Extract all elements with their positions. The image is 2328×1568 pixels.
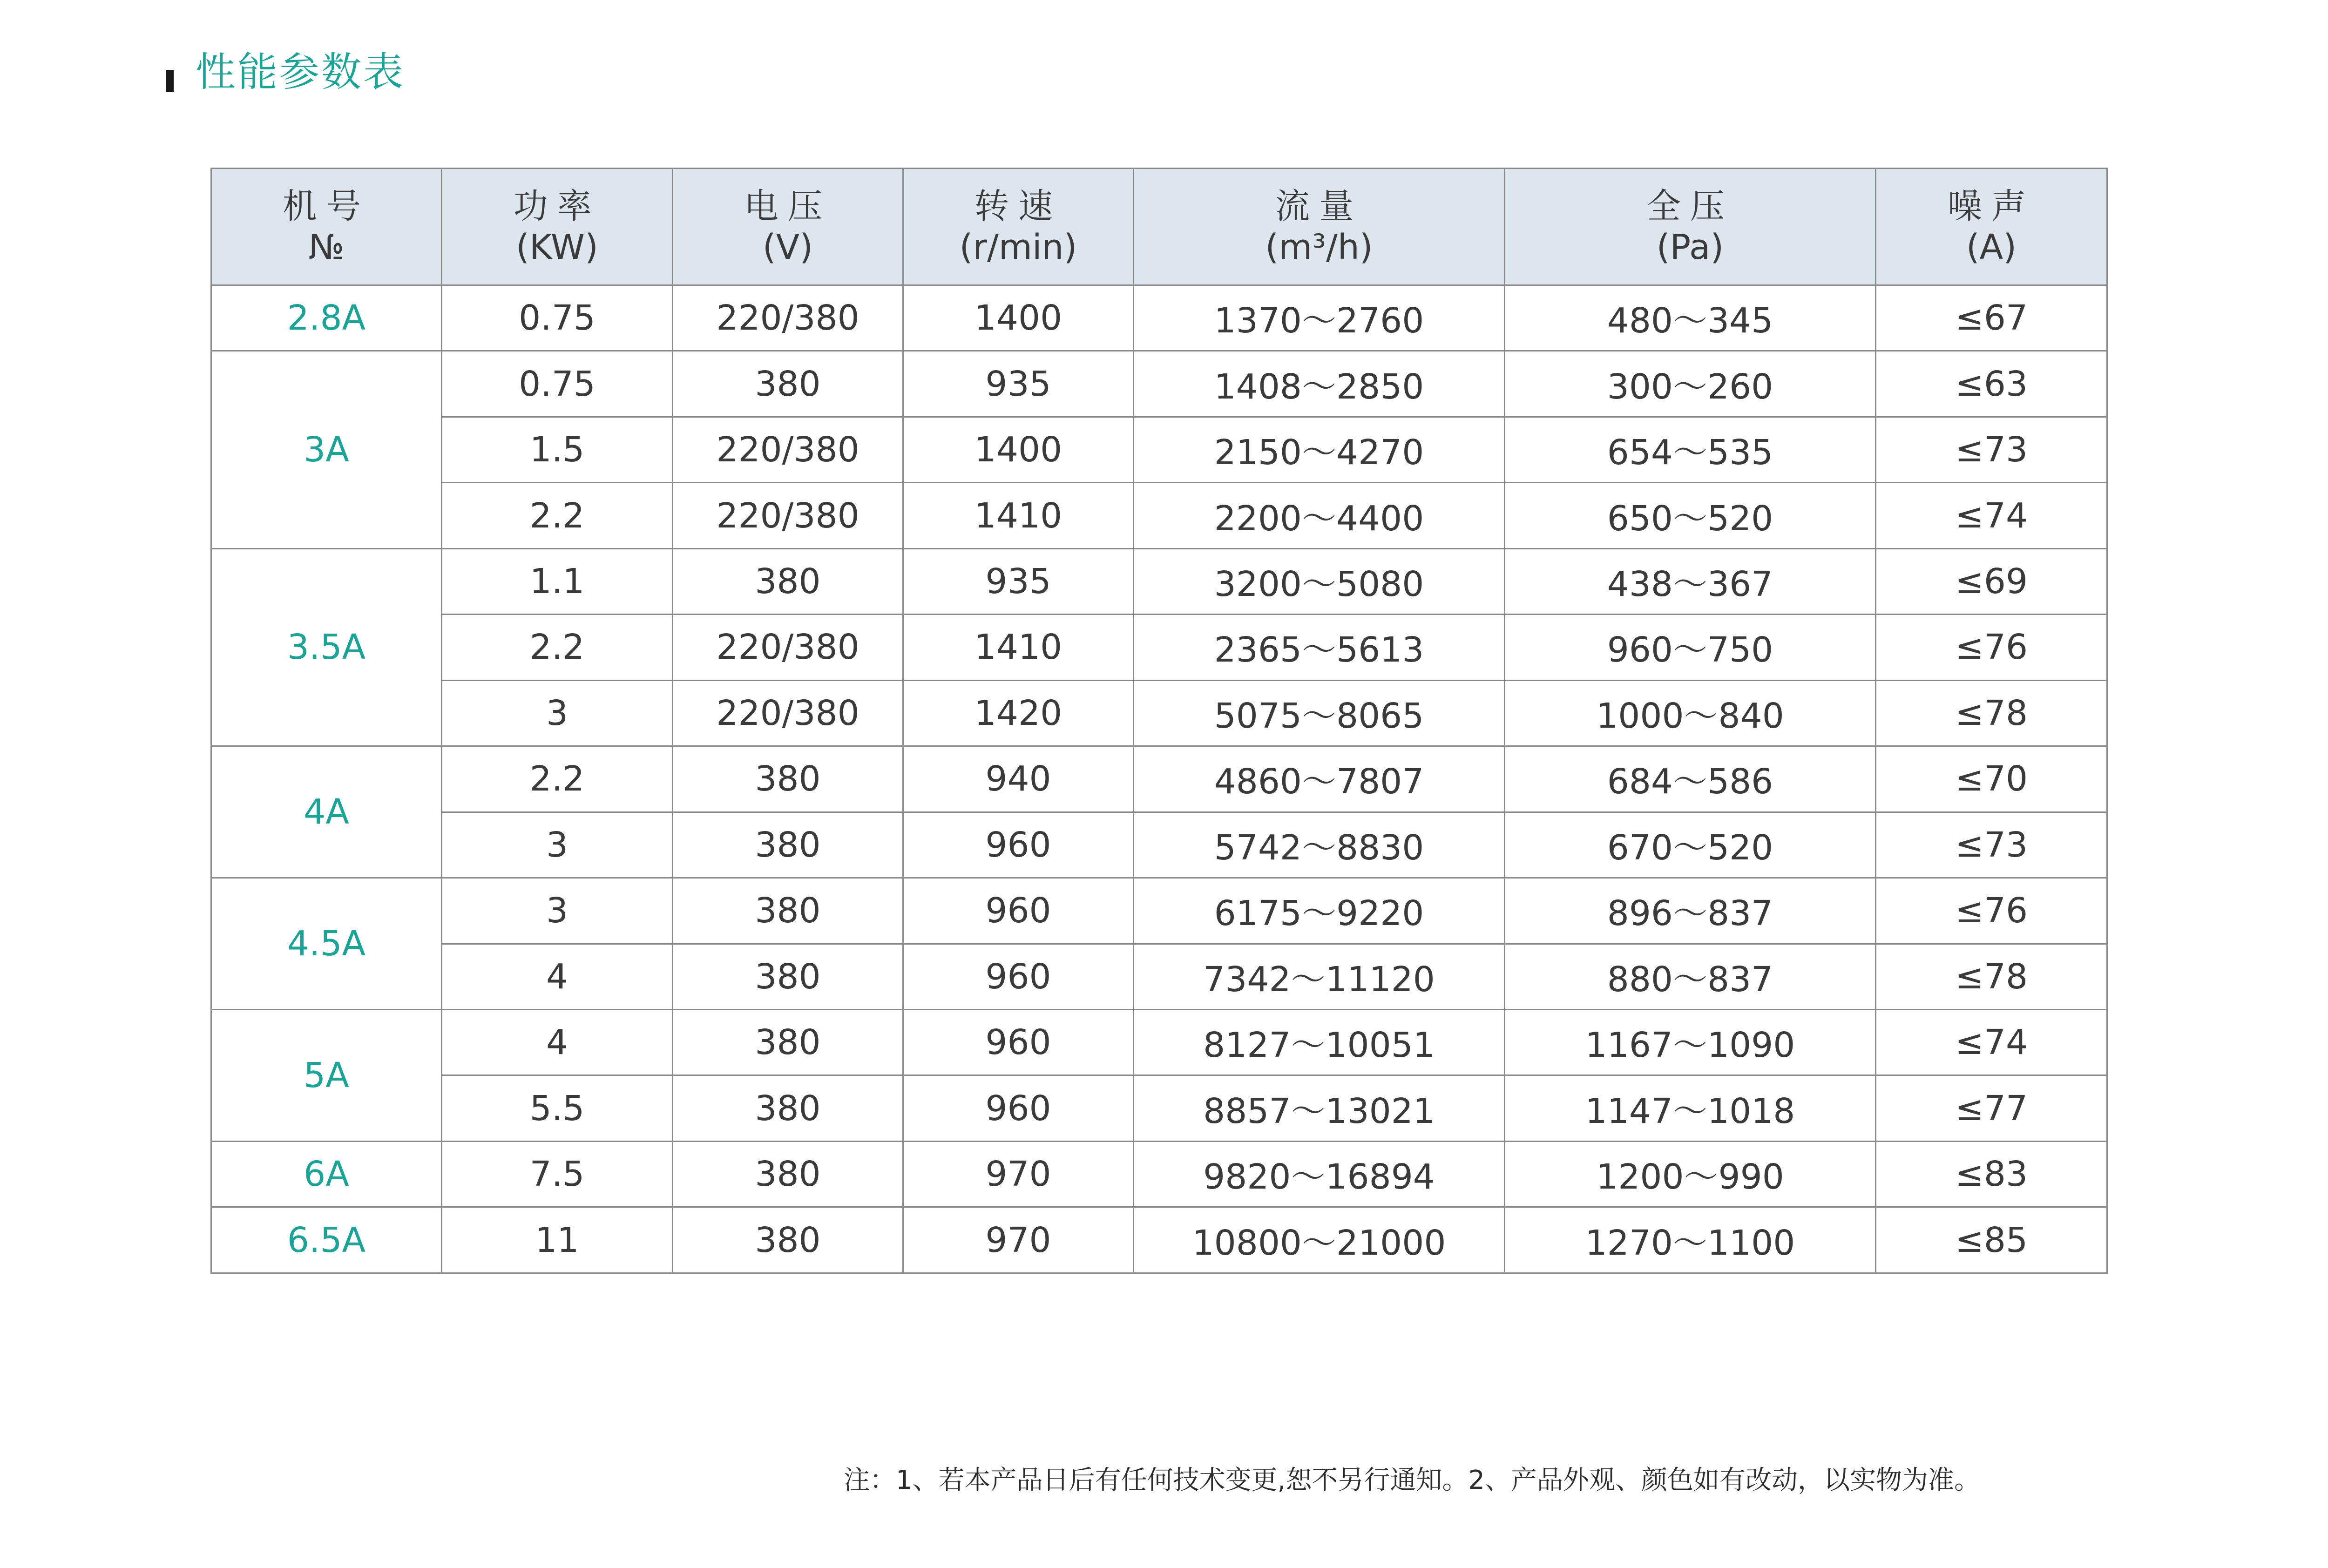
noise-cell: ≤73 <box>1876 812 2107 878</box>
header-row <box>211 169 2107 285</box>
header-unit: (V) <box>762 227 813 267</box>
power-cell: 4 <box>442 1009 673 1075</box>
noise-cell: ≤77 <box>1876 1075 2107 1141</box>
model-cell: 6A <box>211 1141 442 1207</box>
table-row <box>211 351 2107 417</box>
pressure-cell: 480～345 <box>1505 285 1876 351</box>
flow-cell: 7342～11120 <box>1134 944 1505 1009</box>
table-row <box>211 1075 2107 1141</box>
power-cell: 11 <box>442 1207 673 1273</box>
performance-table <box>210 168 2108 1274</box>
voltage-cell: 380 <box>673 746 903 812</box>
voltage-cell: 380 <box>673 548 903 614</box>
table-row <box>211 1141 2107 1207</box>
table-body <box>211 285 2107 1273</box>
model-cell: 3A <box>211 351 442 548</box>
table-row <box>211 944 2107 1009</box>
header-unit: (Pa) <box>1656 227 1724 267</box>
header-label: 电压 <box>744 186 832 226</box>
voltage-cell: 220/380 <box>673 483 903 548</box>
flow-cell: 2200～4400 <box>1134 483 1505 548</box>
noise-cell: ≤78 <box>1876 944 2107 1009</box>
noise-cell: ≤70 <box>1876 746 2107 812</box>
speed-cell: 960 <box>903 878 1134 944</box>
pressure-cell: 684～586 <box>1505 746 1876 812</box>
noise-cell: ≤63 <box>1876 351 2107 417</box>
header-label: 机号 <box>283 186 370 226</box>
voltage-cell: 220/380 <box>673 285 903 351</box>
noise-cell: ≤67 <box>1876 285 2107 351</box>
noise-cell: ≤76 <box>1876 615 2107 680</box>
pressure-cell: 1167～1090 <box>1505 1009 1876 1075</box>
title-marker-bar <box>166 60 174 92</box>
power-cell: 2.2 <box>442 615 673 680</box>
pressure-cell: 650～520 <box>1505 483 1876 548</box>
header-label: 流量 <box>1275 186 1363 226</box>
power-cell: 2.2 <box>442 746 673 812</box>
noise-cell: ≤83 <box>1876 1141 2107 1207</box>
flow-cell: 8857～13021 <box>1134 1075 1505 1141</box>
table-row <box>211 878 2107 944</box>
header-unit: (KW) <box>516 227 598 267</box>
voltage-cell: 220/380 <box>673 680 903 746</box>
speed-cell: 960 <box>903 812 1134 878</box>
footnote: 注：1、若本产品日后有任何技术变更,恕不另行通知。2、产品外观、颜色如有改动，以实物为准。 <box>844 1465 1981 1495</box>
speed-cell: 1410 <box>903 615 1134 680</box>
flow-cell: 5075～8065 <box>1134 680 1505 746</box>
power-cell: 5.5 <box>442 1075 673 1141</box>
header-unit: (r/min) <box>959 227 1077 267</box>
speed-cell: 960 <box>903 1009 1134 1075</box>
power-cell: 0.75 <box>442 285 673 351</box>
header-pressure <box>1505 169 1876 285</box>
power-cell: 1.5 <box>442 417 673 482</box>
table-row <box>211 680 2107 746</box>
voltage-cell: 220/380 <box>673 615 903 680</box>
flow-cell: 8127～10051 <box>1134 1009 1505 1075</box>
speed-cell: 935 <box>903 548 1134 614</box>
flow-cell: 6175～9220 <box>1134 878 1505 944</box>
speed-cell: 1400 <box>903 417 1134 482</box>
table-row <box>211 285 2107 351</box>
header-power <box>442 169 673 285</box>
table-row <box>211 483 2107 548</box>
noise-cell: ≤78 <box>1876 680 2107 746</box>
voltage-cell: 220/380 <box>673 417 903 482</box>
pressure-cell: 654～535 <box>1505 417 1876 482</box>
header-unit: (m³/h) <box>1265 227 1373 267</box>
speed-cell: 970 <box>903 1207 1134 1273</box>
header-model <box>211 169 442 285</box>
voltage-cell: 380 <box>673 1207 903 1273</box>
flow-cell: 5742～8830 <box>1134 812 1505 878</box>
noise-cell: ≤76 <box>1876 878 2107 944</box>
pressure-cell: 960～750 <box>1505 615 1876 680</box>
table-row <box>211 812 2107 878</box>
pressure-cell: 1200～990 <box>1505 1141 1876 1207</box>
pressure-cell: 438～367 <box>1505 548 1876 614</box>
power-cell: 4 <box>442 944 673 1009</box>
power-cell: 3 <box>442 812 673 878</box>
speed-cell: 940 <box>903 746 1134 812</box>
voltage-cell: 380 <box>673 944 903 1009</box>
model-cell: 5A <box>211 1009 442 1141</box>
speed-cell: 970 <box>903 1141 1134 1207</box>
table-row <box>211 615 2107 680</box>
pressure-cell: 1147～1018 <box>1505 1075 1876 1141</box>
voltage-cell: 380 <box>673 1075 903 1141</box>
power-cell: 3 <box>442 878 673 944</box>
performance-table-container <box>210 168 2106 1274</box>
power-cell: 1.1 <box>442 548 673 614</box>
header-unit: № <box>308 227 345 267</box>
table-row <box>211 1207 2107 1273</box>
model-cell: 6.5A <box>211 1207 442 1273</box>
model-cell: 4A <box>211 746 442 878</box>
header-unit: (A) <box>1966 227 2017 267</box>
header-label: 全压 <box>1646 186 1734 226</box>
voltage-cell: 380 <box>673 878 903 944</box>
pressure-cell: 670～520 <box>1505 812 1876 878</box>
table-row <box>211 1009 2107 1075</box>
pressure-cell: 1000～840 <box>1505 680 1876 746</box>
table-row <box>211 417 2107 482</box>
header-speed <box>903 169 1134 285</box>
power-cell: 7.5 <box>442 1141 673 1207</box>
header-label: 功率 <box>513 186 601 226</box>
flow-cell: 4860～7807 <box>1134 746 1505 812</box>
model-cell: 3.5A <box>211 548 442 746</box>
table-row <box>211 746 2107 812</box>
flow-cell: 2365～5613 <box>1134 615 1505 680</box>
pressure-cell: 896～837 <box>1505 878 1876 944</box>
model-cell: 4.5A <box>211 878 442 1010</box>
power-cell: 3 <box>442 680 673 746</box>
power-cell: 2.2 <box>442 483 673 548</box>
header-flow <box>1134 169 1505 285</box>
voltage-cell: 380 <box>673 1141 903 1207</box>
pressure-cell: 1270～1100 <box>1505 1207 1876 1273</box>
speed-cell: 960 <box>903 1075 1134 1141</box>
noise-cell: ≤85 <box>1876 1207 2107 1273</box>
noise-cell: ≤74 <box>1876 483 2107 548</box>
speed-cell: 1400 <box>903 285 1134 351</box>
header-noise <box>1876 169 2107 285</box>
voltage-cell: 380 <box>673 351 903 417</box>
pressure-cell: 880～837 <box>1505 944 1876 1009</box>
speed-cell: 1420 <box>903 680 1134 746</box>
header-label: 转速 <box>975 186 1062 226</box>
flow-cell: 2150～4270 <box>1134 417 1505 482</box>
speed-cell: 960 <box>903 944 1134 1009</box>
flow-cell: 1408～2850 <box>1134 351 1505 417</box>
flow-cell: 1370～2760 <box>1134 285 1505 351</box>
power-cell: 0.75 <box>442 351 673 417</box>
header-voltage <box>673 169 903 285</box>
table-header <box>211 169 2107 285</box>
flow-cell: 3200～5080 <box>1134 548 1505 614</box>
header-label: 噪声 <box>1948 186 2035 226</box>
voltage-cell: 380 <box>673 812 903 878</box>
table-row <box>211 548 2107 614</box>
noise-cell: ≤73 <box>1876 417 2107 482</box>
model-cell: 2.8A <box>211 285 442 351</box>
voltage-cell: 380 <box>673 1009 903 1075</box>
speed-cell: 935 <box>903 351 1134 417</box>
pressure-cell: 300～260 <box>1505 351 1876 417</box>
flow-cell: 10800～21000 <box>1134 1207 1505 1273</box>
flow-cell: 9820～16894 <box>1134 1141 1505 1207</box>
page-title: 性能参数表 <box>196 49 405 95</box>
noise-cell: ≤69 <box>1876 548 2107 614</box>
speed-cell: 1410 <box>903 483 1134 548</box>
noise-cell: ≤74 <box>1876 1009 2107 1075</box>
